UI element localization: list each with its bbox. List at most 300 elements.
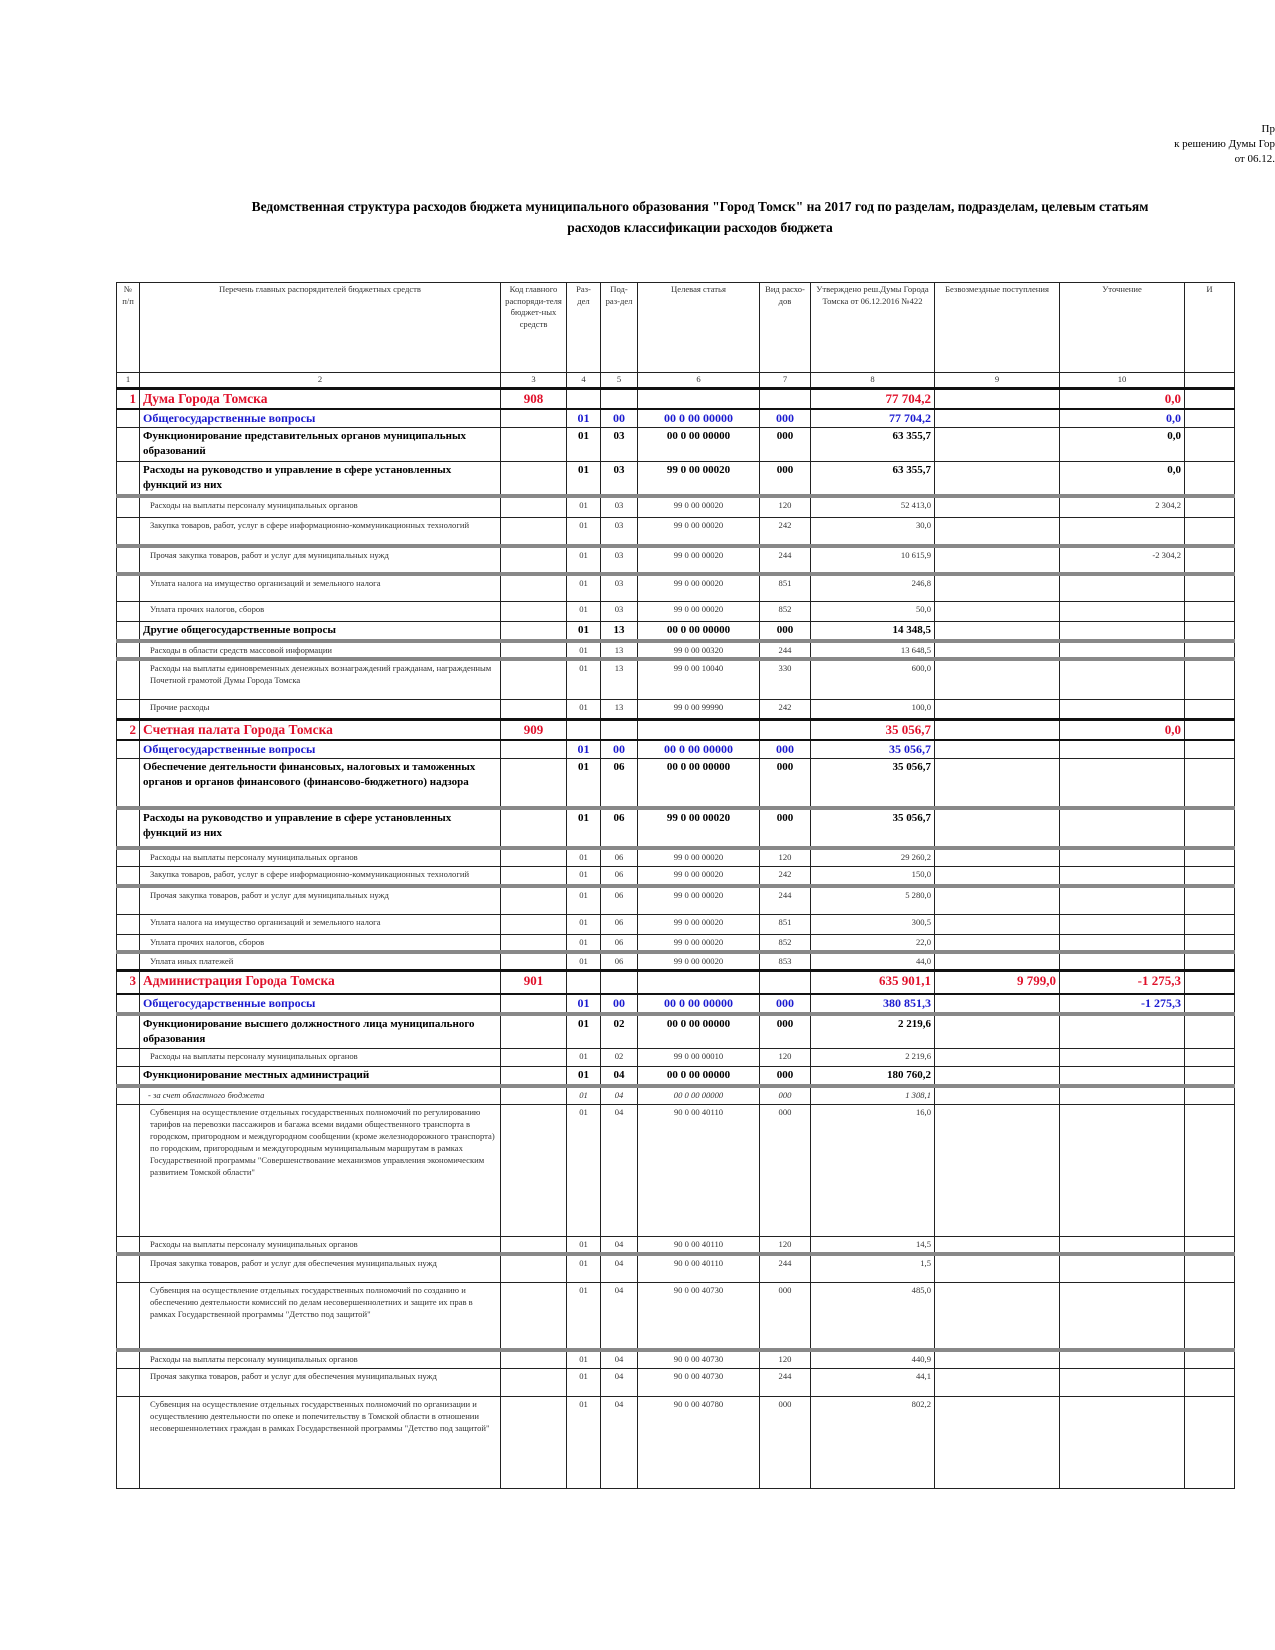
cell-adjustment <box>1060 699 1185 719</box>
cell-adjustment <box>1060 848 1185 866</box>
document-title-line-1: Ведомственная структура расходов бюджета муниципального образования "Город Томск" на 2017 год по разделам, подразделам, целевым статьям <box>251 199 1149 214</box>
cell-article: 99 0 00 00020 <box>638 496 760 518</box>
cell-adjustment <box>1060 952 1185 970</box>
table-row <box>117 886 1235 914</box>
cell-article: 99 0 00 00020 <box>638 952 760 970</box>
table-row <box>117 758 1235 808</box>
cell-adjustment <box>1060 740 1185 759</box>
cell-adjustment: 0,0 <box>1060 427 1185 461</box>
cell-article: 99 0 00 00020 <box>638 461 760 496</box>
cell-podrazdel: 03 <box>601 518 638 546</box>
cell-total <box>1185 409 1235 428</box>
cell-name: Расходы на выплаты единовременных денежных вознаграждений гражданам, награжденным Почетной грамотой Думы Города Томска <box>140 659 501 699</box>
cell-article: 99 0 00 00020 <box>638 808 760 848</box>
cell-code <box>501 461 567 496</box>
cell-vid: 244 <box>760 641 811 659</box>
cell-idx <box>117 574 140 602</box>
header-expense-type: Вид расхо-дов <box>760 283 811 373</box>
cell-name: Прочие расходы <box>140 699 501 719</box>
cell-vid: 120 <box>760 1236 811 1254</box>
cell-razdel: 01 <box>567 518 601 546</box>
cell-total <box>1185 427 1235 461</box>
cell-idx: 1 <box>117 388 140 409</box>
cell-adjustment <box>1060 659 1185 699</box>
cell-podrazdel: 03 <box>601 546 638 574</box>
cell-grants <box>935 602 1060 622</box>
table-row <box>117 409 1235 428</box>
cell-adjustment <box>1060 1350 1185 1368</box>
cell-podrazdel: 06 <box>601 808 638 848</box>
cell-podrazdel: 04 <box>601 1236 638 1254</box>
cell-article: 00 0 00 00000 <box>638 740 760 759</box>
table-row <box>117 461 1235 496</box>
cell-total <box>1185 866 1235 886</box>
cell-adjustment: 0,0 <box>1060 388 1185 409</box>
table-row <box>117 546 1235 574</box>
cell-adjustment <box>1060 808 1185 848</box>
cell-idx <box>117 1396 140 1488</box>
cell-code <box>501 496 567 518</box>
cell-grants <box>935 1236 1060 1254</box>
cell-idx <box>117 994 140 1014</box>
cell-vid <box>760 388 811 409</box>
table-row <box>117 1368 1235 1396</box>
cell-razdel: 01 <box>567 758 601 808</box>
cell-grants <box>935 848 1060 866</box>
cell-podrazdel: 06 <box>601 758 638 808</box>
cell-total <box>1185 1067 1235 1087</box>
table-row <box>117 1396 1235 1488</box>
cell-approved: 440,9 <box>811 1350 935 1368</box>
cell-grants <box>935 1104 1060 1236</box>
cell-total <box>1185 546 1235 574</box>
cell-razdel: 01 <box>567 659 601 699</box>
cell-name: Уплата иных платежей <box>140 952 501 970</box>
cell-adjustment: 0,0 <box>1060 461 1185 496</box>
cell-vid: 242 <box>760 518 811 546</box>
cell-grants <box>935 1014 1060 1049</box>
cell-name: Прочая закупка товаров, работ и услуг для муниципальных нужд <box>140 886 501 914</box>
header-number: № п/п <box>117 283 140 373</box>
cell-grants <box>935 914 1060 934</box>
table-row <box>117 719 1235 740</box>
approval-line-2: к решению Думы Гор <box>1174 138 1275 150</box>
cell-total <box>1185 1282 1235 1350</box>
cell-approved: 14,5 <box>811 1236 935 1254</box>
cell-razdel: 01 <box>567 1396 601 1488</box>
cell-code <box>501 574 567 602</box>
cell-idx <box>117 1236 140 1254</box>
cell-article: 90 0 00 40730 <box>638 1282 760 1350</box>
cell-article: 90 0 00 40780 <box>638 1396 760 1488</box>
table-body <box>117 388 1235 1488</box>
cell-name: Другие общегосударственные вопросы <box>140 622 501 642</box>
cell-article <box>638 719 760 740</box>
cell-total <box>1185 952 1235 970</box>
cell-grants <box>935 518 1060 546</box>
cell-idx <box>117 1049 140 1067</box>
cell-approved: 2 219,6 <box>811 1049 935 1067</box>
cell-idx <box>117 740 140 759</box>
cell-total <box>1185 914 1235 934</box>
cell-grants <box>935 1350 1060 1368</box>
cell-total <box>1185 1368 1235 1396</box>
colnum-8: 8 <box>811 373 935 389</box>
cell-adjustment: 2 304,2 <box>1060 496 1185 518</box>
cell-approved: 50,0 <box>811 602 935 622</box>
cell-adjustment <box>1060 518 1185 546</box>
cell-razdel: 01 <box>567 427 601 461</box>
cell-name: Расходы на выплаты персоналу муниципальных органов <box>140 1236 501 1254</box>
cell-name: Закупка товаров, работ, услуг в сфере информационно-коммуникационных технологий <box>140 866 501 886</box>
cell-name: Администрация Города Томска <box>140 970 501 994</box>
table-row <box>117 866 1235 886</box>
cell-article: 00 0 00 00000 <box>638 622 760 642</box>
cell-podrazdel: 04 <box>601 1254 638 1282</box>
table-row <box>117 1350 1235 1368</box>
cell-article: 00 0 00 00000 <box>638 758 760 808</box>
cell-approved: 100,0 <box>811 699 935 719</box>
cell-approved: 63 355,7 <box>811 461 935 496</box>
cell-name: Расходы на руководство и управление в сфере установленных функций из них <box>140 808 501 848</box>
cell-adjustment <box>1060 1368 1185 1396</box>
cell-approved: 150,0 <box>811 866 935 886</box>
cell-grants <box>935 622 1060 642</box>
header-total: И <box>1185 283 1235 373</box>
cell-total <box>1185 1396 1235 1488</box>
cell-total <box>1185 1236 1235 1254</box>
cell-idx <box>117 952 140 970</box>
cell-approved: 380 851,3 <box>811 994 935 1014</box>
cell-adjustment <box>1060 1067 1185 1087</box>
cell-adjustment <box>1060 1254 1185 1282</box>
cell-approved: 14 348,5 <box>811 622 935 642</box>
cell-article: 90 0 00 40730 <box>638 1368 760 1396</box>
cell-razdel: 01 <box>567 1368 601 1396</box>
cell-approved: 77 704,2 <box>811 388 935 409</box>
cell-razdel: 01 <box>567 1049 601 1067</box>
cell-razdel: 01 <box>567 1282 601 1350</box>
table-row <box>117 952 1235 970</box>
cell-name: Расходы на выплаты персоналу муниципальных органов <box>140 1350 501 1368</box>
cell-code <box>501 427 567 461</box>
cell-razdel: 01 <box>567 546 601 574</box>
cell-vid: 000 <box>760 1067 811 1087</box>
cell-podrazdel: 06 <box>601 952 638 970</box>
cell-approved: 2 219,6 <box>811 1014 935 1049</box>
cell-razdel: 01 <box>567 994 601 1014</box>
cell-grants <box>935 808 1060 848</box>
cell-code <box>501 866 567 886</box>
cell-total <box>1185 1104 1235 1236</box>
cell-podrazdel: 04 <box>601 1350 638 1368</box>
budget-table <box>116 282 1235 1489</box>
cell-idx: 2 <box>117 719 140 740</box>
cell-total <box>1185 461 1235 496</box>
cell-name: Субвенция на осуществление отдельных государственных полномочий по организации и осуществлению деятельности по опеке и попечительству в Томской области в отношении несовершеннолетних граждан в рамках Государственной программы "Детство под защитой" <box>140 1396 501 1488</box>
cell-code <box>501 1104 567 1236</box>
cell-idx <box>117 427 140 461</box>
cell-vid: 000 <box>760 994 811 1014</box>
table-row <box>117 1067 1235 1087</box>
cell-vid: 000 <box>760 1396 811 1488</box>
table-row <box>117 496 1235 518</box>
cell-article: 00 0 00 00000 <box>638 994 760 1014</box>
cell-razdel <box>567 388 601 409</box>
cell-razdel: 01 <box>567 409 601 428</box>
cell-approved: 35 056,7 <box>811 740 935 759</box>
cell-podrazdel: 04 <box>601 1282 638 1350</box>
cell-article: 00 0 00 00000 <box>638 1014 760 1049</box>
cell-grants <box>935 388 1060 409</box>
cell-total <box>1185 574 1235 602</box>
cell-vid: 000 <box>760 808 811 848</box>
cell-vid: 244 <box>760 1368 811 1396</box>
cell-adjustment <box>1060 1396 1185 1488</box>
cell-name: Прочая закупка товаров, работ и услуг для обеспечения муниципальных нужд <box>140 1254 501 1282</box>
cell-idx <box>117 1282 140 1350</box>
cell-total <box>1185 388 1235 409</box>
cell-podrazdel: 04 <box>601 1396 638 1488</box>
cell-approved: 635 901,1 <box>811 970 935 994</box>
cell-razdel: 01 <box>567 886 601 914</box>
cell-vid: 120 <box>760 496 811 518</box>
cell-adjustment: 0,0 <box>1060 719 1185 740</box>
table-row <box>117 970 1235 994</box>
cell-adjustment <box>1060 758 1185 808</box>
cell-approved: 180 760,2 <box>811 1067 935 1087</box>
cell-approved: 5 280,0 <box>811 886 935 914</box>
table-row <box>117 848 1235 866</box>
cell-podrazdel <box>601 719 638 740</box>
cell-grants: 9 799,0 <box>935 970 1060 994</box>
approval-line-3: от 06.12. <box>1234 153 1275 165</box>
cell-name: Уплата налога на имущество организаций и земельного налога <box>140 574 501 602</box>
cell-grants <box>935 409 1060 428</box>
cell-idx <box>117 1067 140 1087</box>
cell-podrazdel: 00 <box>601 409 638 428</box>
cell-adjustment <box>1060 886 1185 914</box>
table-row <box>117 518 1235 546</box>
cell-approved: 44,1 <box>811 1368 935 1396</box>
cell-idx <box>117 1014 140 1049</box>
colnum-3: 3 <box>501 373 567 389</box>
cell-podrazdel: 02 <box>601 1014 638 1049</box>
cell-code <box>501 994 567 1014</box>
cell-grants <box>935 641 1060 659</box>
cell-article: 99 0 00 00010 <box>638 1049 760 1067</box>
cell-code <box>501 758 567 808</box>
cell-name: Прочая закупка товаров, работ и услуг для обеспечения муниципальных нужд <box>140 1368 501 1396</box>
table-row <box>117 808 1235 848</box>
cell-total <box>1185 659 1235 699</box>
cell-approved: 300,5 <box>811 914 935 934</box>
cell-article: 00 0 00 00000 <box>638 409 760 428</box>
cell-vid: 852 <box>760 934 811 952</box>
cell-code <box>501 602 567 622</box>
header-subsection: Под-раз-дел <box>601 283 638 373</box>
cell-grants <box>935 427 1060 461</box>
table-row <box>117 1236 1235 1254</box>
cell-grants <box>935 1396 1060 1488</box>
cell-idx <box>117 758 140 808</box>
cell-name: Общегосударственные вопросы <box>140 994 501 1014</box>
cell-grants <box>935 1368 1060 1396</box>
cell-razdel: 01 <box>567 1104 601 1236</box>
cell-name: Общегосударственные вопросы <box>140 740 501 759</box>
table-row <box>117 1104 1235 1236</box>
cell-grants <box>935 1282 1060 1350</box>
cell-code <box>501 699 567 719</box>
cell-article: 99 0 00 00020 <box>638 886 760 914</box>
cell-idx <box>117 1350 140 1368</box>
cell-vid: 000 <box>760 1282 811 1350</box>
colnum-6: 6 <box>638 373 760 389</box>
cell-adjustment <box>1060 641 1185 659</box>
cell-grants <box>935 934 1060 952</box>
cell-approved: 246,8 <box>811 574 935 602</box>
cell-approved: 29 260,2 <box>811 848 935 866</box>
cell-code <box>501 740 567 759</box>
table-row <box>117 641 1235 659</box>
cell-razdel: 01 <box>567 1350 601 1368</box>
table-row <box>117 1282 1235 1350</box>
cell-razdel: 01 <box>567 1086 601 1104</box>
cell-code <box>501 1086 567 1104</box>
cell-approved: 802,2 <box>811 1396 935 1488</box>
cell-idx <box>117 934 140 952</box>
cell-razdel: 01 <box>567 866 601 886</box>
cell-name: Дума Города Томска <box>140 388 501 409</box>
cell-code <box>501 1368 567 1396</box>
cell-grants <box>935 1086 1060 1104</box>
cell-vid: 242 <box>760 866 811 886</box>
cell-article: 00 0 00 00000 <box>638 1086 760 1104</box>
cell-name: Субвенция на осуществление отдельных государственных полномочий по регулированию тарифов на перевозки пассажиров и багажа всеми видами общественного транспорта в городском, пригородном и междугородном сообщении (кроме железнодорожного транспорта) по городским, пригородным и междугородным муниципальным маршрутам в рамках Государственной программы "Совершенствование механизмов управления экономическим развитием Томской области" <box>140 1104 501 1236</box>
table-row <box>117 1086 1235 1104</box>
cell-vid: 000 <box>760 427 811 461</box>
cell-total <box>1185 758 1235 808</box>
cell-article: 99 0 00 10040 <box>638 659 760 699</box>
cell-idx <box>117 1254 140 1282</box>
cell-idx <box>117 461 140 496</box>
cell-name: Расходы на выплаты персоналу муниципальных органов <box>140 1049 501 1067</box>
table-row <box>117 427 1235 461</box>
cell-idx <box>117 496 140 518</box>
cell-podrazdel: 00 <box>601 740 638 759</box>
cell-adjustment <box>1060 914 1185 934</box>
cell-grants <box>935 574 1060 602</box>
cell-name: Расходы на выплаты персоналу муниципальных органов <box>140 848 501 866</box>
cell-podrazdel: 13 <box>601 641 638 659</box>
cell-podrazdel: 06 <box>601 848 638 866</box>
cell-name: Функционирование представительных органов муниципальных образований <box>140 427 501 461</box>
cell-razdel: 01 <box>567 574 601 602</box>
cell-idx <box>117 641 140 659</box>
cell-adjustment <box>1060 934 1185 952</box>
cell-article: 90 0 00 40730 <box>638 1350 760 1368</box>
header-distributors: Перечень главных распорядителей бюджетных средств <box>140 283 501 373</box>
cell-vid: 330 <box>760 659 811 699</box>
cell-grants <box>935 699 1060 719</box>
cell-adjustment <box>1060 1086 1185 1104</box>
cell-article: 99 0 00 99990 <box>638 699 760 719</box>
cell-razdel: 01 <box>567 914 601 934</box>
cell-grants <box>935 1254 1060 1282</box>
cell-podrazdel: 04 <box>601 1104 638 1236</box>
cell-name: Расходы на выплаты персоналу муниципальных органов <box>140 496 501 518</box>
cell-idx <box>117 886 140 914</box>
cell-podrazdel: 13 <box>601 699 638 719</box>
cell-name: - за счет областного бюджета <box>140 1086 501 1104</box>
cell-razdel: 01 <box>567 641 601 659</box>
cell-idx <box>117 1104 140 1236</box>
cell-grants <box>935 758 1060 808</box>
cell-vid: 000 <box>760 409 811 428</box>
table-row <box>117 1254 1235 1282</box>
table-row <box>117 1049 1235 1067</box>
cell-approved: 77 704,2 <box>811 409 935 428</box>
cell-podrazdel: 06 <box>601 934 638 952</box>
cell-podrazdel: 04 <box>601 1067 638 1087</box>
cell-adjustment <box>1060 622 1185 642</box>
cell-idx: 3 <box>117 970 140 994</box>
table-row <box>117 659 1235 699</box>
cell-approved: 485,0 <box>811 1282 935 1350</box>
table-header-row <box>117 283 1235 373</box>
cell-article: 99 0 00 00020 <box>638 866 760 886</box>
cell-name: Общегосударственные вопросы <box>140 409 501 428</box>
cell-vid: 000 <box>760 740 811 759</box>
cell-code: 908 <box>501 388 567 409</box>
cell-article: 90 0 00 40110 <box>638 1236 760 1254</box>
cell-code <box>501 546 567 574</box>
cell-approved: 600,0 <box>811 659 935 699</box>
cell-podrazdel: 03 <box>601 602 638 622</box>
header-distributor-code: Код главного распоряди-теля бюджет-ных средств <box>501 283 567 373</box>
cell-article: 00 0 00 00000 <box>638 427 760 461</box>
cell-approved: 1,5 <box>811 1254 935 1282</box>
approval-note <box>1174 122 1275 167</box>
cell-idx <box>117 808 140 848</box>
cell-razdel <box>567 970 601 994</box>
approval-line-1: Пр <box>1261 123 1275 135</box>
cell-name: Уплата налога на имущество организаций и земельного налога <box>140 914 501 934</box>
cell-adjustment <box>1060 602 1185 622</box>
cell-article <box>638 970 760 994</box>
cell-grants <box>935 461 1060 496</box>
cell-total <box>1185 1086 1235 1104</box>
cell-total <box>1185 602 1235 622</box>
cell-code <box>501 1396 567 1488</box>
header-grants: Безвозмездные поступления <box>935 283 1060 373</box>
cell-vid: 000 <box>760 1104 811 1236</box>
cell-grants <box>935 1049 1060 1067</box>
cell-total <box>1185 740 1235 759</box>
cell-approved: 22,0 <box>811 934 935 952</box>
cell-idx <box>117 866 140 886</box>
cell-approved: 30,0 <box>811 518 935 546</box>
cell-adjustment <box>1060 1049 1185 1067</box>
cell-razdel: 01 <box>567 952 601 970</box>
cell-podrazdel: 13 <box>601 622 638 642</box>
cell-total <box>1185 886 1235 914</box>
cell-name: Субвенция на осуществление отдельных государственных полномочий по созданию и обеспечению деятельности комиссий по делам несовершеннолетних и защите их прав в рамках Государственной программы "Детство под защитой" <box>140 1282 501 1350</box>
header-approved: Утверждено реш.Думы Города Томска от 06.12.2016 №422 <box>811 283 935 373</box>
cell-total <box>1185 1254 1235 1282</box>
cell-idx <box>117 622 140 642</box>
header-adjustment: Уточнение <box>1060 283 1185 373</box>
